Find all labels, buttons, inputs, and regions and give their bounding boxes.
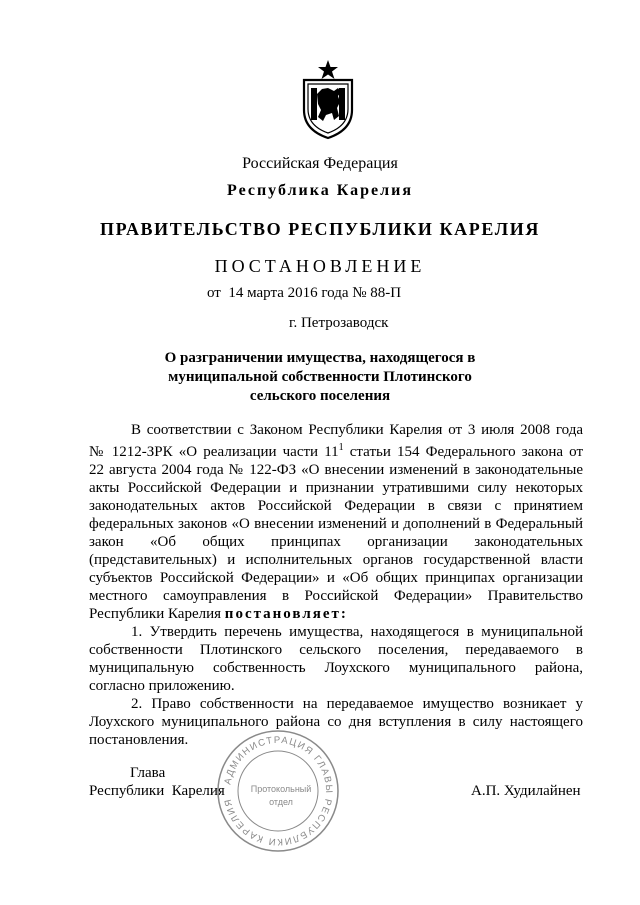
body-line: В соответствии с Законом Республики Карелия от 3 июля 2008 года	[131, 422, 583, 438]
republic-name: Республика Карелия	[227, 182, 413, 199]
document-body	[89, 421, 583, 749]
body-line	[89, 605, 583, 623]
body-line: 22 августа 2004 года № 122-ФЗ «О внесении изменений в законодательные	[89, 462, 583, 478]
stamp-center-line2: отдел	[269, 797, 293, 807]
subject-line: О разграничении имущества, находящегося в	[164, 350, 476, 366]
stamp	[215, 728, 341, 854]
item1-line: согласно приложению.	[89, 678, 235, 694]
resolve-word: постановляет:	[224, 606, 348, 622]
body-line: акты Российской Федерации и признании утратившими силу некоторых	[89, 480, 583, 496]
body-line	[89, 439, 583, 461]
body-line: федеральных законов «О внесении изменений и дополнений в Федеральный	[89, 516, 583, 532]
item1-line: 1. Утвердить перечень имущества, находящегося в муниципальной	[131, 624, 583, 640]
body-line: законодательных актов Российской Федерации в связи с принятием	[89, 498, 583, 514]
document-date: от 14 марта 2016 года № 88-П	[207, 285, 402, 301]
body-line: закон «Об общих принципах организации законодательных	[89, 534, 583, 550]
signature-title-line1: Глава	[130, 765, 166, 781]
body-line: местного самоуправления в Российской Федерации» Правительство	[89, 588, 583, 604]
body-line: (представительных) и исполнительных органов государственной власти	[89, 552, 583, 568]
subject-line: сельского поселения	[249, 388, 391, 404]
item2-line: Лоухского муниципального района со дня вступления в силу настоящего	[89, 714, 583, 730]
stamp-ring-text: АДМИНИСТРАЦИЯ ГЛАВЫ РЕСПУБЛИКИ КАРЕЛИЯ	[222, 734, 335, 848]
document-type: ПОСТАНОВЛЕНИЕ	[214, 256, 426, 276]
stamp-center-line1: Протокольный	[250, 784, 312, 794]
subject-line: муниципальной собственности Плотинского	[168, 369, 472, 385]
body-text: № 1212-ЗРК «О реализации части 11	[89, 444, 339, 460]
government-title: ПРАВИТЕЛЬСТВО РЕСПУБЛИКИ КАРЕЛИЯ	[100, 219, 540, 239]
country-name: Российская Федерация	[242, 155, 398, 172]
body-text: статьи 154 Федерального закона от	[343, 444, 584, 460]
item1-line: собственности Плотинского сельского поселения, передаваемого в	[89, 642, 583, 658]
body-text: Республики Карелия	[89, 606, 225, 622]
signature-name: А.П. Худилайнен	[471, 783, 581, 799]
item1-line: муниципальную собственность Лоухского муниципального района,	[89, 660, 583, 676]
signature-title-line2: Республики Карелия	[89, 783, 225, 799]
document-city: г. Петрозаводск	[289, 315, 389, 331]
item2-line: постановления.	[89, 732, 189, 748]
item2-line: 2. Право собственности на передаваемое имущество возникает у	[131, 696, 583, 712]
body-line: субъектов Российской Федерации» и «Об общих принципах организации	[89, 570, 583, 586]
superscript: 1	[338, 442, 344, 453]
coat-of-arms-icon	[300, 58, 356, 140]
document-subject	[0, 349, 640, 406]
